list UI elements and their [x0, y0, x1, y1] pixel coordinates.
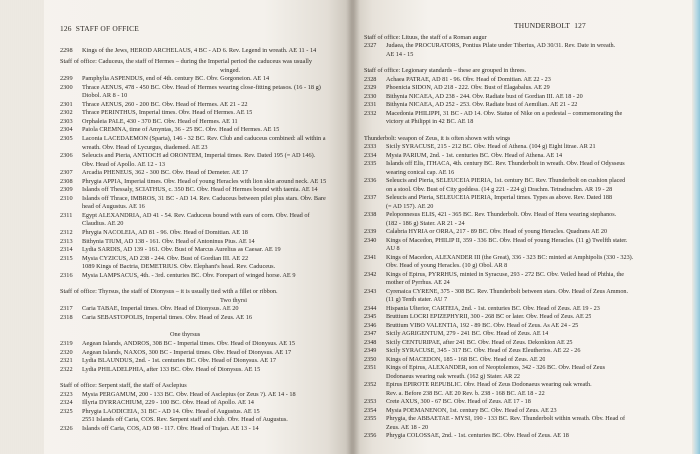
entry-number: 2306	[60, 152, 73, 160]
entry-number: 2354	[364, 406, 377, 414]
entry-continuation: Obv. Head of Apollo. AE 12 - 13	[82, 160, 166, 168]
catalog-entry	[60, 47, 346, 56]
entry-number: 2317	[60, 305, 73, 313]
catalog-entry	[60, 126, 346, 135]
catalog-entry	[364, 160, 664, 169]
catalog-entry	[364, 398, 664, 407]
catalog-entry	[364, 84, 664, 93]
entry-text: Phoenicia SIDON, AD 218 - 222. Obv. Bust of Elagabalus. AE 29	[386, 84, 550, 91]
catalog-entry	[60, 135, 346, 144]
entry-text: Bithynia NICAEA, AD 252 - 253. Obv. Radiate bust of Aemilian. AE 21 - 22	[386, 101, 578, 108]
entry-text: Bithynia TIUM, AD 138 - 161. Obv. Head of Antoninus Pius. AE 14	[82, 237, 255, 245]
entry-text: Bruttium LOCRI EPIZEPHYRII, 300 - 268 BC or later. Obv. Head of Zeus. AE 25	[386, 313, 592, 320]
entry-number: 2302	[60, 109, 73, 117]
entry-text: Thrace PERINTHUS, Imperial times. Obv. Head of Hermes. AE 15	[82, 109, 253, 117]
entry-text: Aegean Islands, NAXOS, 300 BC - Imperial times. Obv. Head of Dionysus. AE 17	[82, 348, 292, 356]
catalog-entry	[364, 347, 664, 356]
catalog-entry	[364, 407, 664, 416]
catalog-entry	[364, 364, 664, 373]
entry-number: 2322	[60, 365, 73, 373]
entry-number: 2321	[60, 357, 73, 365]
entry-number: 2331	[364, 101, 377, 108]
catalog-entry	[60, 152, 346, 161]
entry-text: Epirus EPIROTE REPUBLIC. Obv. Head of Zeus Dodonaeus wearing oak wreath.	[386, 381, 592, 388]
right-entry-list	[364, 34, 664, 441]
catalog-entry	[60, 246, 346, 255]
entry-text: Macedonia PHILIPPI, 31 BC - AD 14. Obv. Statue of Nike on a pedestal – commemorating the	[386, 109, 623, 117]
section-heading-text: Staff of office: Legionary standards – these are grouped in threes.	[364, 67, 527, 74]
entry-continuation: 2551 Islands off Caria, COS. Rev. Serpent staff and club. Obv. Head of Augustus.	[82, 416, 288, 424]
right-page-number: 127	[574, 21, 586, 30]
section-heading-text: Staff of office: Caduceus, the staff of Hermes – during the Imperial period the caduceus was usually	[60, 58, 312, 66]
entry-continuation: 1089 Kings of Bactria, DEMETRIUS. Obv. Elephant's head. Rev. Caduceus.	[82, 263, 276, 271]
section-spacer	[60, 374, 346, 379]
entry-number: 2313	[60, 237, 73, 245]
entry-text: Kings of Macedon, PHILIP II, 359 - 336 BC. Obv. Head of young Heracles. (11 g) Twelfth stater.	[386, 236, 628, 244]
catalog-entry	[60, 186, 346, 195]
catalog-entry	[60, 75, 346, 84]
catalog-entry	[364, 254, 664, 263]
entry-number: 2326	[60, 424, 73, 432]
section-subheading: winged.	[220, 66, 241, 74]
entry-number: 2330	[364, 92, 377, 100]
entry-text: Paiola CREMNA, time of Amyntas, 36 - 25 BC. Obv. Head of Hermes. AE 15	[82, 126, 280, 134]
right-page	[352, 0, 700, 454]
entry-number: 2349	[364, 347, 377, 354]
entry-text: Aegean Islands, ANDROS, 308 BC - Imperial times. Obv. Head of Dionysus. AE 15	[82, 340, 295, 348]
entry-text: Lydia PHILADELPHIA, after 133 BC. Obv. Head of Dionysus. AE 15	[82, 365, 261, 373]
entry-text: Thrace AENUS, 260 - 200 BC. Obv. Head of Hermes. AE 21 - 22	[82, 100, 248, 108]
catalog-entry	[60, 118, 346, 127]
entry-number: 2323	[60, 390, 73, 398]
entry-text: Sicily SYRACUSE, 215 - 212 BC. Obv. Head of Athena. (104 g) Eight litrae. AR 21	[386, 143, 596, 150]
entry-number: 2333	[364, 143, 377, 150]
entry-number: 2344	[364, 304, 377, 312]
entry-number: 2327	[364, 42, 377, 49]
entry-number: 2316	[60, 271, 73, 279]
section-heading	[364, 34, 664, 43]
catalog-entry	[364, 356, 664, 365]
entry-continuation: AE 14 - 15	[386, 50, 414, 58]
entry-text: Phrygia APPIA, Imperial times. Obv. Head of young Heracles with lion skin around neck. AE 15	[82, 177, 327, 185]
entry-text: Kings of MACEDON, 185 - 168 BC. Obv. Head of Zeus. AE 20	[386, 355, 546, 363]
entry-text: Phrygia, the ABBAETAE - MYSI, 190 - 133 BC. Rev. Thunderbolt within wreath. Obv. Head of	[386, 415, 626, 422]
catalog-entry	[60, 212, 346, 221]
left-page-number: 126	[60, 24, 72, 33]
entry-number: 2309	[60, 186, 73, 194]
page-edge-right	[692, 0, 700, 454]
entry-number: 2343	[364, 287, 377, 295]
catalog-entry	[364, 330, 664, 339]
entry-number: 2307	[60, 169, 73, 177]
catalog-entry	[60, 109, 346, 118]
section-heading	[364, 67, 664, 76]
catalog-entry	[364, 381, 664, 390]
entry-text: Caria TABAE, Imperial times. Obv. Head of Dionysus. AE 20	[82, 305, 239, 313]
catalog-entry	[364, 194, 664, 203]
section-heading-text: Staff of office: Thyrsus, the staff of Dionysus – it is usually tied with a fillet or ribbon.	[60, 288, 278, 296]
section-spacer	[60, 280, 346, 285]
entry-text: Kings of Macedon, ALEXANDER III (the Great), 336 - 323 BC: minted at Amphipolis (330 - 323).	[386, 253, 634, 261]
entry-text: Judaea, the PROCURATORS, Pontius Pilate under Tiberius, AD 30/31. Rev. Date in wreath.	[386, 42, 616, 49]
entry-number: 2299	[60, 75, 73, 83]
entry-number: 2314	[60, 246, 73, 254]
entry-number: 2336	[364, 177, 377, 184]
entry-text: Thrace AENUS, 478 - 450 BC. Obv. Head of Hermes wearing close-fitting petasos. (16 - 18 g)	[82, 83, 321, 91]
entry-text: Phrygia NACOLEIA, AD 81 - 96. Obv. Head of Domitian. AE 18	[82, 229, 248, 237]
section-spacer	[364, 127, 664, 132]
catalog-entry	[364, 339, 664, 348]
entry-text: Peloponnesus ELIS, 421 - 365 BC. Rev. Thunderbolt. Obv. Head of Hera wearing stephanos.	[386, 211, 617, 218]
section-subheading: Two thyrsi	[220, 296, 248, 304]
entry-text: Islands off Thessaly, SCIATHUS, c. 350 BC. Obv. Head of Hermes bound with taenia. AE 14	[82, 186, 318, 194]
catalog-entry	[364, 93, 664, 102]
catalog-entry	[60, 425, 346, 434]
catalog-entry	[60, 314, 346, 323]
entry-text: Islands off Caria, COS, AD 98 - 117. Obv. Head of Trajan. AE 13 - 14	[82, 424, 259, 432]
entry-text: Islands off Thrace, IMBROS, 31 BC - AD 14. Rev. Caduceus between pilei plus stars. Obv. Bare	[82, 194, 326, 202]
entry-continuation: Zeus. AE 18 - 20	[386, 423, 429, 431]
section-heading	[364, 135, 664, 144]
entry-number: 2341	[364, 253, 377, 261]
catalog-entry	[364, 228, 664, 237]
catalog-entry	[60, 349, 346, 358]
entry-number: 2339	[364, 228, 377, 235]
entry-text: Mysia PERGAMUM, 200 - 133 BC. Obv. Head of Asclepius (or Zeus ?). AE 14 - 18	[82, 390, 296, 398]
catalog-entry	[60, 255, 346, 264]
catalog-entry	[364, 152, 664, 161]
catalog-entry	[60, 238, 346, 247]
catalog-entry	[364, 101, 664, 110]
entry-number: 2312	[60, 229, 73, 237]
entry-number: 2332	[364, 109, 377, 117]
entry-number: 2328	[364, 75, 377, 83]
entry-text: Seleucis and Pieria, SELEUCEIA PIERIA, Imperial times. Types as above. Rev. Dated 188	[386, 194, 613, 201]
section-heading	[60, 288, 346, 297]
catalog-entry	[364, 76, 664, 85]
left-entry-list	[60, 47, 346, 434]
catalog-entry	[364, 288, 664, 297]
entry-number: 2311	[60, 211, 73, 219]
entry-text: Calabria HYRIA or ORRA, 217 - 89 BC. Obv. Head of young Heracles. Quadrans AE 20	[386, 228, 608, 235]
entry-continuation: wreath. Obv. Head of Lycurgus, diademed. AE 23	[82, 143, 208, 151]
entry-text: Seleucis and Pieria, ANTIOCH ad ORONTEM, Imperial times. Rev. Dated 195 (= AD 146).	[82, 152, 316, 160]
entry-text: Lydia BLAUNDUS, 2nd. - 1st. centuries BC. Obv. Head of Dionysus. AE 17	[82, 357, 277, 365]
section-heading-text: Staff of office: Lituus, the staff of a Roman augur	[364, 33, 487, 41]
entry-text: Sicily CENTURIPAE, after 241 BC. Obv. Head of Zeus. Dekonkion AE 25	[386, 338, 573, 346]
catalog-entry	[60, 399, 346, 408]
catalog-entry	[364, 322, 664, 331]
entry-number: 2334	[364, 151, 377, 159]
catalog-entry	[60, 178, 346, 187]
entry-text: Phrygia LAODICEIA, 31 BC - AD 14. Obv. Head of Augustus. AE 15	[82, 407, 260, 415]
entry-number: 2338	[364, 211, 377, 218]
entry-continuation: wearing conical cap. AE 16	[386, 168, 455, 176]
entry-text: Lydia SARDIS, AD 139 - 161. Obv. Bust of Marcus Aurelius as Caesar. AE 19	[82, 246, 281, 254]
left-page-content	[60, 25, 346, 434]
catalog-entry	[364, 143, 664, 152]
entry-continuation: Obv. Head of young Heracles. (10 g) Obol. AR 8	[386, 262, 508, 269]
right-running-head	[514, 22, 664, 31]
entry-text: Mysia PARIUM, 2nd. - 1st. centuries BC. Obv. Head of Athena. AE 14	[386, 151, 563, 159]
section-heading-text: Thunderbolt: weapon of Zeus, it is often shown with wings	[364, 134, 511, 142]
entry-number: 2335	[364, 160, 377, 167]
left-running-head	[60, 25, 346, 34]
page-edges-left	[0, 0, 44, 454]
catalog-entry	[60, 195, 346, 204]
entry-text: Sicily AGRIGENTUM, 279 - 241 BC. Obv. Head of Zeus. AE 14	[386, 330, 549, 337]
entry-number: 2329	[364, 84, 377, 91]
catalog-entry	[60, 357, 346, 366]
catalog-entry	[60, 272, 346, 281]
entry-number: 2351	[364, 364, 377, 371]
entry-number: 2319	[60, 340, 73, 348]
entry-text: Bithynia NICAEA, AD 238 - 244. Obv. Radiate bust of Gordian III. AE 18 - 20	[386, 92, 583, 100]
entry-number: 2305	[60, 135, 73, 143]
entry-number: 2298	[60, 46, 73, 54]
entry-number: 2301	[60, 100, 73, 108]
catalog-entry	[60, 84, 346, 93]
entry-number: 2300	[60, 83, 73, 91]
section-heading	[60, 382, 346, 391]
entry-number: 2308	[60, 177, 73, 185]
right-page-header-text	[514, 22, 586, 31]
entry-number: 2340	[364, 236, 377, 244]
catalog-entry	[364, 313, 664, 322]
entry-number: 2320	[60, 348, 73, 356]
entry-text: Kings of Epirus, ALEXANDER, son of Neoptolemos, 342 - 326 BC. Obv. Head of Zeus	[386, 364, 606, 371]
entry-number: 2352	[364, 381, 377, 388]
catalog-entry	[364, 110, 664, 119]
entry-text: Arcadia PHENEUS, 362 - 300 BC. Obv. Head of Demeter. AE 17	[82, 169, 248, 177]
entry-number: 2350	[364, 355, 377, 363]
entry-continuation: head of Augustus. AE 16	[82, 203, 145, 211]
entry-text: Islands off Elis, ITHACA, 4th. century BC. Rev. Thunderbolt in wreath. Obv. Head of Odysseus	[386, 160, 625, 167]
entry-number: 2304	[60, 126, 73, 134]
catalog-entry	[60, 366, 346, 375]
section-heading-text: Staff of office: Serpent staff, the staff of Asclepius	[60, 382, 187, 390]
catalog-entry	[364, 432, 664, 441]
entry-number: 2353	[364, 398, 377, 405]
entry-continuation: victory at Philippi in 42 BC. AE 18	[386, 118, 474, 125]
entry-text: Achaea PATRAE, AD 81 - 96. Obv. Head of Domitian. AE 22 - 23	[386, 75, 551, 83]
catalog-entry	[60, 391, 346, 400]
catalog-entry	[364, 415, 664, 424]
catalog-entry	[364, 211, 664, 220]
catalog-entry	[60, 305, 346, 314]
entry-text: Illyria DYRRACHIUM, 229 - 100 BC. Obv. Head of Apollo. AE 14	[82, 399, 254, 407]
catalog-entry	[60, 169, 346, 178]
entry-continuation: Claudius. AE 20	[82, 220, 124, 228]
entry-number: 2345	[364, 313, 377, 320]
section-spacer	[364, 59, 664, 64]
entry-number: 2315	[60, 254, 73, 262]
entry-number: 2324	[60, 399, 73, 407]
entry-continuation: Rev. a. Before 238 BC. AE 20 Rev. b. 238 - 168 BC. AE 18 - 22	[386, 389, 545, 397]
catalog-entry	[60, 101, 346, 110]
entry-number: 2347	[364, 330, 377, 337]
entry-text: Egypt ALEXANDRIA, AD 41 - 54. Rev. Caduceus bound with ears of corn. Obv. Head of	[82, 211, 310, 219]
entry-continuation: (182 - 186 g) Stater. AR 21 - 24	[386, 219, 465, 227]
left-page-header-text	[60, 25, 139, 34]
entry-number: 2342	[364, 270, 377, 278]
entry-text: Mysia POEMANENON, 1st. century BC. Obv. Head of Zeus. AE 23	[386, 406, 557, 414]
entry-text: Laconia LACEDAEMON (Sparta), 146 - 32 BC. Rev. Club and caduceus combined: all within a	[82, 135, 326, 143]
entry-number: 2337	[364, 194, 377, 201]
entry-number: 2356	[364, 432, 377, 439]
entry-number: 2303	[60, 117, 73, 125]
entry-text: Sicily SYRACUSE, 345 - 317 BC. Obv. Head of Zeus Eleutherios. AE 22 - 26	[386, 347, 581, 354]
entry-number: 2318	[60, 313, 73, 321]
left-running-title: STAFF OF OFFICE	[75, 24, 139, 33]
right-page-content	[364, 22, 664, 441]
catalog-entry	[60, 408, 346, 417]
entry-continuation: Diobol. AR 8 - 10	[82, 92, 128, 100]
entry-text: Mysia CYZICUS, AD 238 - 244. Obv. Bust of Gordian III. AE 22	[82, 254, 249, 262]
entry-continuation: AU 8	[386, 245, 400, 252]
entry-text: Mysia LAMPSACUS, 4th. - 3rd. centuries BC. Obv. Forepart of winged horse. AE 9	[82, 271, 296, 279]
entry-number: 2355	[364, 415, 377, 422]
entry-text: Seleucis and Pieria, SELEUCEIA PIERIA, 1st. century BC. Rev. Thunderbolt on cushion placed	[386, 177, 626, 184]
entry-continuation: on a stool. Obv. Bust of City goddess. (14 g 221 - 224 g) Drachm. Tetradrachm. AR 19 - 28	[386, 185, 613, 193]
right-running-title: THUNDERBOLT	[514, 21, 571, 30]
entry-text: Pamphylia ASPENDUS, end of 4th. century BC. Obv. Gorgoneion. AE 14	[82, 75, 270, 83]
sub-section-title: One thyrsus	[170, 330, 201, 338]
catalog-entry	[364, 177, 664, 186]
entry-text: Kings of the Jews, HEROD ARCHELAUS, 4 BC - AD 6. Rev. Legend in wreath. AE 11 - 14	[82, 46, 317, 54]
entry-continuation: (11 g) Tenth stater. AU 7	[386, 296, 448, 303]
entry-text: Caria SEBASTOPOLIS, Imperial times. Obv. Head of Zeus. AE 16	[82, 313, 252, 321]
entry-number: 2325	[60, 407, 73, 415]
entry-text: Orphaleia PALE, 430 - 370 BC. Obv. Head of Hermes. AE 11	[82, 117, 238, 125]
entry-number: 2310	[60, 194, 73, 202]
entry-continuation: (= AD 157). AE 20	[386, 202, 434, 210]
catalog-entry	[364, 305, 664, 314]
entry-text: Bruttium VIBO VALENTIA, 192 - 89 BC. Obv. Head of Zeus. As AE 24 - 25	[386, 321, 579, 329]
catalog-entry	[364, 42, 664, 51]
catalog-entry	[60, 229, 346, 238]
section-spacer	[60, 323, 346, 328]
entry-text: Cyrenaica CYRENE, 375 - 308 BC. Rev. Thunderbolt between stars. Obv. Head of Zeus Ammon.	[386, 287, 629, 295]
catalog-entry	[60, 340, 346, 349]
catalog-entry	[364, 271, 664, 280]
entry-number: 2348	[364, 338, 377, 346]
entry-text: Phrygia COLOSSAE, 2nd. - 1st. centuries BC. Obv. Head of Zeus. AE 18	[386, 432, 569, 439]
entry-text: Hispania Ulterior, CARTEIA, 2nd. - 1st. centuries BC. Obv. Head of Zeus. AE 19 - 23	[386, 304, 600, 312]
catalog-entry	[364, 237, 664, 246]
entry-text: Crete AXUS, 300 - 67 BC. Obv. Head of Zeus. AE 17 - 18	[386, 398, 531, 405]
section-heading	[60, 58, 346, 67]
entry-continuation: mother of Pyrrhus. AE 24	[386, 279, 450, 286]
entry-text: Kings of Epirus, PYRRHUS, minted in Syracuse, 293 - 272 BC. Obv. Veiled head of Phthia, the	[386, 270, 625, 278]
entry-continuation: Dodonaeus wearing oak wreath. (162 g) Stater. AR 22	[386, 372, 521, 380]
entry-number: 2346	[364, 321, 377, 329]
